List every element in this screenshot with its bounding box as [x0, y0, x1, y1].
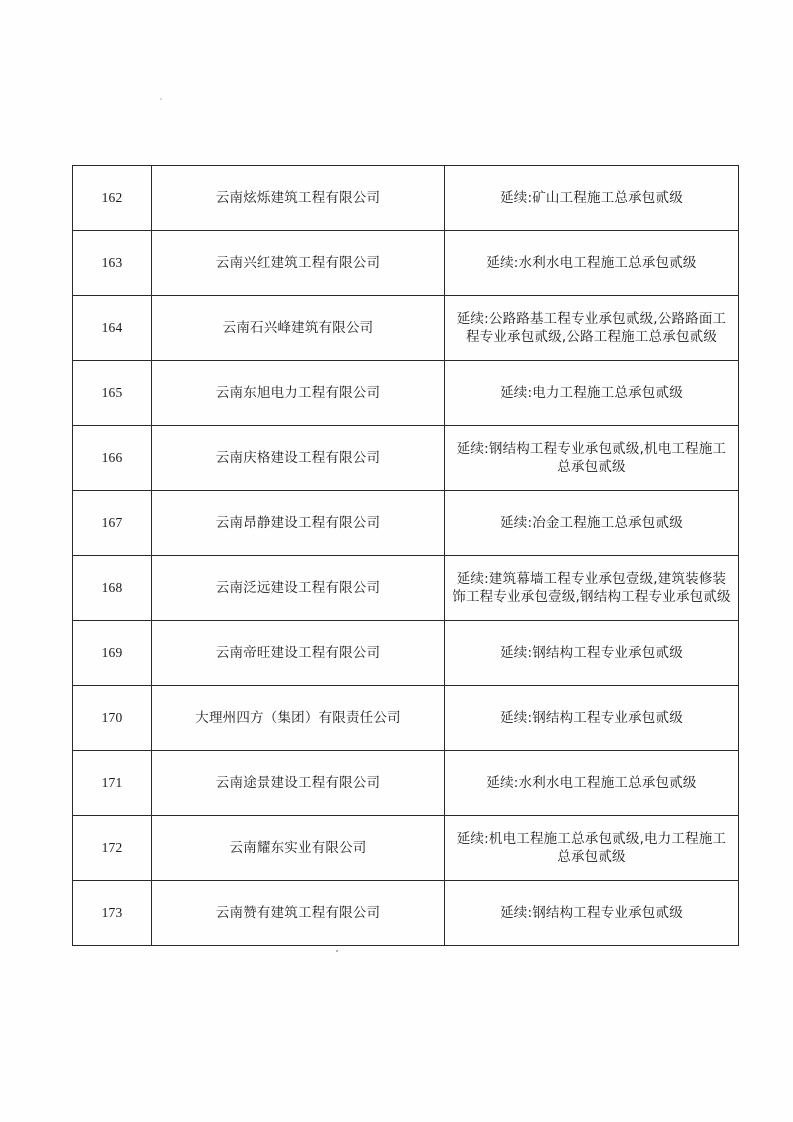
row-number: 172 [73, 816, 152, 881]
row-number: 170 [73, 686, 152, 751]
license-item: 延续:电力工程施工总承包贰级 [445, 361, 739, 426]
license-item: 延续:钢结构工程专业承包贰级 [445, 881, 739, 946]
table-row [73, 296, 739, 361]
row-number: 168 [73, 556, 152, 621]
license-item: 延续:水利水电工程施工总承包贰级 [445, 751, 739, 816]
row-number: 162 [73, 166, 152, 231]
table-row [73, 816, 739, 881]
company-name: 云南途景建设工程有限公司 [152, 751, 445, 816]
table-row [73, 751, 739, 816]
company-name: 云南石兴峰建筑有限公司 [152, 296, 445, 361]
license-item: 延续:钢结构工程专业承包贰级,机电工程施工总承包贰级 [445, 426, 739, 491]
table-row [73, 231, 739, 296]
table-row [73, 426, 739, 491]
row-number: 163 [73, 231, 152, 296]
company-name: 云南兴红建筑工程有限公司 [152, 231, 445, 296]
row-number: 166 [73, 426, 152, 491]
company-name: 云南赞有建筑工程有限公司 [152, 881, 445, 946]
company-name: 云南泛远建设工程有限公司 [152, 556, 445, 621]
license-item: 延续:公路路基工程专业承包贰级,公路路面工程专业承包贰级,公路工程施工总承包贰级 [445, 296, 739, 361]
scan-speck [336, 950, 338, 952]
company-name: 云南炫烁建筑工程有限公司 [152, 166, 445, 231]
license-item: 延续:钢结构工程专业承包贰级 [445, 621, 739, 686]
table-row [73, 556, 739, 621]
table-row [73, 621, 739, 686]
company-name: 云南庆格建设工程有限公司 [152, 426, 445, 491]
license-item: 延续:矿山工程施工总承包贰级 [445, 166, 739, 231]
row-number: 171 [73, 751, 152, 816]
company-name: 云南昂静建设工程有限公司 [152, 491, 445, 556]
license-item: 延续:建筑幕墙工程专业承包壹级,建筑装修装饰工程专业承包壹级,钢结构工程专业承包贰级 [445, 556, 739, 621]
license-item: 延续:机电工程施工总承包贰级,电力工程施工总承包贰级 [445, 816, 739, 881]
table-row [73, 491, 739, 556]
company-name: 大理州四方（集团）有限责任公司 [152, 686, 445, 751]
scan-speck [160, 98, 162, 100]
row-number: 167 [73, 491, 152, 556]
license-table [72, 165, 739, 946]
row-number: 173 [73, 881, 152, 946]
license-item: 延续:钢结构工程专业承包贰级 [445, 686, 739, 751]
license-item: 延续:冶金工程施工总承包贰级 [445, 491, 739, 556]
row-number: 169 [73, 621, 152, 686]
table-row [73, 686, 739, 751]
company-name: 云南帝旺建设工程有限公司 [152, 621, 445, 686]
company-name: 云南耀东实业有限公司 [152, 816, 445, 881]
table-row [73, 361, 739, 426]
table-row [73, 881, 739, 946]
license-item: 延续:水利水电工程施工总承包贰级 [445, 231, 739, 296]
row-number: 165 [73, 361, 152, 426]
company-name: 云南东旭电力工程有限公司 [152, 361, 445, 426]
table-row [73, 166, 739, 231]
row-number: 164 [73, 296, 152, 361]
